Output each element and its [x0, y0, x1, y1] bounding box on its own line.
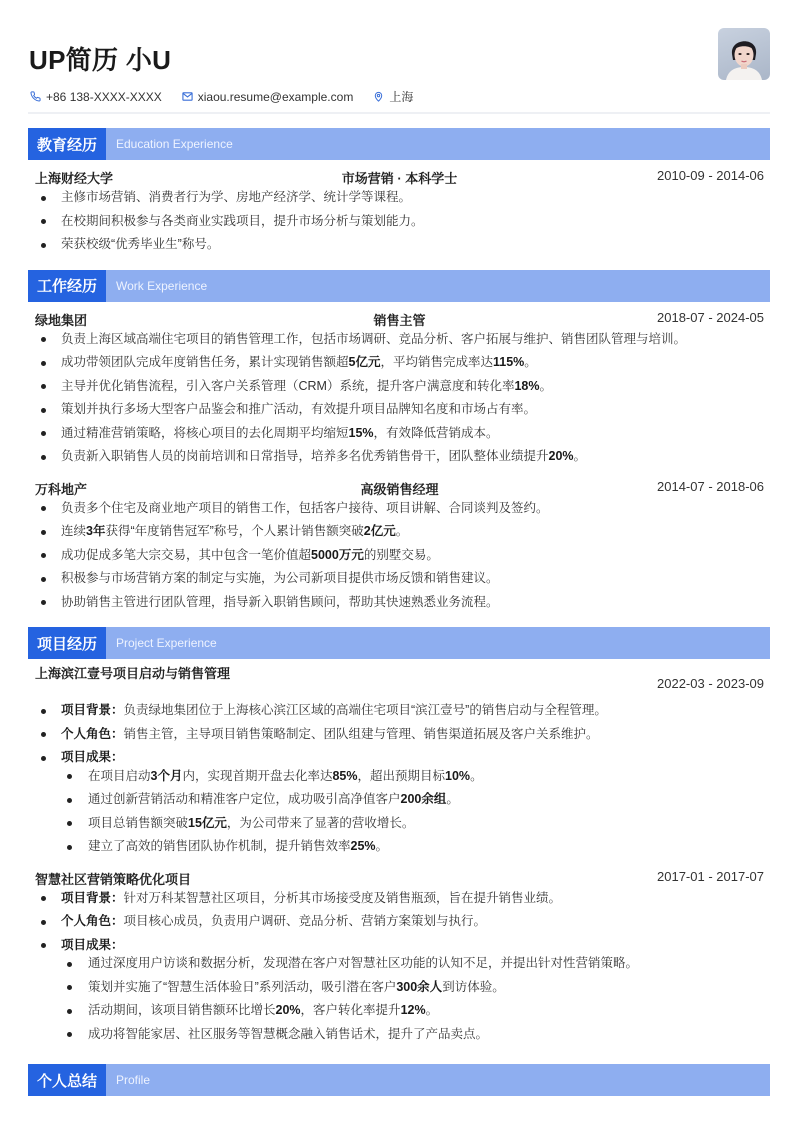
list-item: 通过深度用户访谈和数据分析，发现潜在客户对智慧社区功能的认知不足，并提出针对性营销策略。	[35, 952, 764, 976]
section-title-en: Profile	[116, 1073, 151, 1087]
company-name: 万科地产	[35, 481, 88, 497]
avatar-photo	[718, 28, 770, 80]
location-pin-icon	[373, 91, 384, 102]
list-item: 负责新入职销售人员的岗前培训和日常指导，培养多名优秀销售骨干，团队整体业绩提升20%。	[35, 445, 764, 469]
list-item: 项目背景：负责绿地集团位于上海核心滨江区域的高端住宅项目“滨江壹号”的销售启动与全程管理。	[35, 699, 764, 723]
mail-icon	[182, 91, 193, 102]
school-name: 上海财经大学	[35, 171, 114, 186]
list-item: 负责上海区域高端住宅项目的销售管理工作，包括市场调研、竞品分析、客户拓展与维护、销售团队管理与培训。	[35, 328, 764, 352]
bullet-list	[35, 699, 764, 770]
entry-header	[35, 475, 764, 497]
section-header-profile	[28, 1064, 770, 1096]
work-entry	[28, 475, 770, 615]
list-item: 连续3年获得“年度销售冠军”称号，个人累计销售额突破2亿元。	[35, 520, 764, 544]
date-range: 2017-01 - 2017-07	[657, 868, 764, 884]
list-item: 在校期间积极参与各类商业实践项目，提升市场分析与策划能力。	[35, 210, 764, 234]
list-item: 个人角色：销售主管，主导项目销售策略制定、团队组建与管理、销售渠道拓展及客户关系维护。	[35, 723, 764, 747]
contact-row	[30, 88, 433, 105]
list-item: 活动期间，该项目销售额环比增长20%，客户转化率提升12%。	[35, 999, 764, 1023]
list-item: 成功带领团队完成年度销售任务，累计实现销售额超5亿元，平均销售完成率达115%。	[35, 351, 764, 375]
section-header-work	[28, 270, 770, 302]
contact-phone	[30, 90, 162, 104]
candidate-name: UP简历 小U	[29, 45, 172, 75]
email-text: xiaou.resume@example.com	[197, 89, 354, 104]
company-name: 绿地集团	[35, 312, 88, 328]
resume-header	[28, 0, 770, 116]
section-title-en: Work Experience	[116, 278, 208, 293]
date-range: 2010-09 - 2014-06	[657, 168, 764, 183]
section-title-cn: 项目经历	[28, 627, 106, 659]
contact-email[interactable]	[182, 90, 354, 104]
header-divider	[28, 112, 770, 114]
date-range: 2018-07 - 2024-05	[657, 309, 764, 325]
list-item: 主修市场营销、消费者行为学、房地产经济学、统计学等课程。	[35, 186, 764, 210]
section-header-projects	[28, 627, 770, 659]
list-item: 协助销售主管进行团队管理，指导新入职销售顾问，帮助其快速熟悉业务流程。	[35, 591, 764, 615]
location-text: 上海	[389, 90, 414, 104]
list-item: 积极参与市场营销方案的制定与实施，为公司新项目提供市场反馈和销售建议。	[35, 567, 764, 591]
date-range: 2022-03 - 2023-09	[657, 676, 764, 691]
list-item: 通过精准营销策略，将核心项目的去化周期平均缩短15%，有效降低营销成本。	[35, 422, 764, 446]
section-title-en: Project Experience	[116, 636, 217, 650]
results-list	[35, 765, 764, 859]
major-degree: 市场营销 · 本科学士	[341, 171, 458, 186]
list-item: 建立了高效的销售团队协作机制，提升销售效率25%。	[35, 835, 764, 859]
entry-header	[35, 865, 764, 887]
list-item: 项目背景：针对万科某智慧社区项目，分析其市场接受度及销售瓶颈，旨在提升销售业绩。	[35, 887, 764, 911]
phone-text: +86 138-XXXX-XXXX	[46, 89, 162, 104]
bullet-list	[35, 186, 764, 257]
entry-header	[35, 306, 764, 328]
work-entry	[28, 306, 770, 469]
list-item: 项目成果：	[35, 934, 764, 958]
list-item: 主导并优化销售流程，引入客户关系管理（CRM）系统，提升客户满意度和转化率18%。	[35, 375, 764, 399]
section-title-cn: 教育经历	[28, 128, 106, 160]
portrait-icon	[718, 28, 770, 80]
education-entry	[28, 164, 770, 257]
section-title-cn: 个人总结	[28, 1064, 106, 1096]
contact-location	[373, 88, 413, 105]
job-title: 高级销售经理	[360, 481, 439, 497]
list-item: 负责多个住宅及商业地产项目的销售工作，包括客户接待、项目讲解、合同谈判及签约。	[35, 497, 764, 521]
list-item: 通过创新营销活动和精准客户定位，成功吸引高净值客户200余组。	[35, 788, 764, 812]
entry-header	[35, 164, 764, 186]
job-title: 销售主管	[373, 312, 426, 328]
list-item: 荣获校级“优秀毕业生”称号。	[35, 233, 764, 257]
list-item: 策划并实施了“智慧生活体验日”系列活动，吸引潜在客户300余人到访体验。	[35, 976, 764, 1000]
list-item: 策划并执行多场大型客户品鉴会和推广活动，有效提升项目品牌知名度和市场占有率。	[35, 398, 764, 422]
project-name: 智慧社区营销策略优化项目	[35, 871, 192, 887]
section-title-cn: 工作经历	[28, 270, 106, 302]
list-item: 在项目启动3个月内，实现首期开盘去化率达85%，超出预期目标10%。	[35, 765, 764, 789]
project-entry	[28, 663, 770, 859]
phone-icon	[30, 91, 41, 102]
list-item: 成功将智能家居、社区服务等智慧概念融入销售话术，提升了产品卖点。	[35, 1023, 764, 1047]
list-item: 项目成果：	[35, 746, 764, 770]
date-range: 2014-07 - 2018-06	[657, 478, 764, 494]
section-title-en: Education Experience	[116, 137, 233, 151]
bullet-list	[35, 497, 764, 615]
list-item: 成功促成多笔大宗交易，其中包含一笔价值超5000万元的别墅交易。	[35, 544, 764, 568]
project-entry	[28, 865, 770, 1047]
bullet-list	[35, 328, 764, 469]
section-header-education	[28, 128, 770, 160]
project-name: 上海滨江壹号项目启动与销售管理	[35, 666, 231, 681]
entry-header	[35, 663, 764, 699]
list-item: 项目总销售额突破15亿元，为公司带来了显著的营收增长。	[35, 812, 764, 836]
bullet-list	[35, 887, 764, 958]
results-list	[35, 952, 764, 1046]
list-item: 个人角色：项目核心成员，负责用户调研、竞品分析、营销方案策划与执行。	[35, 910, 764, 934]
